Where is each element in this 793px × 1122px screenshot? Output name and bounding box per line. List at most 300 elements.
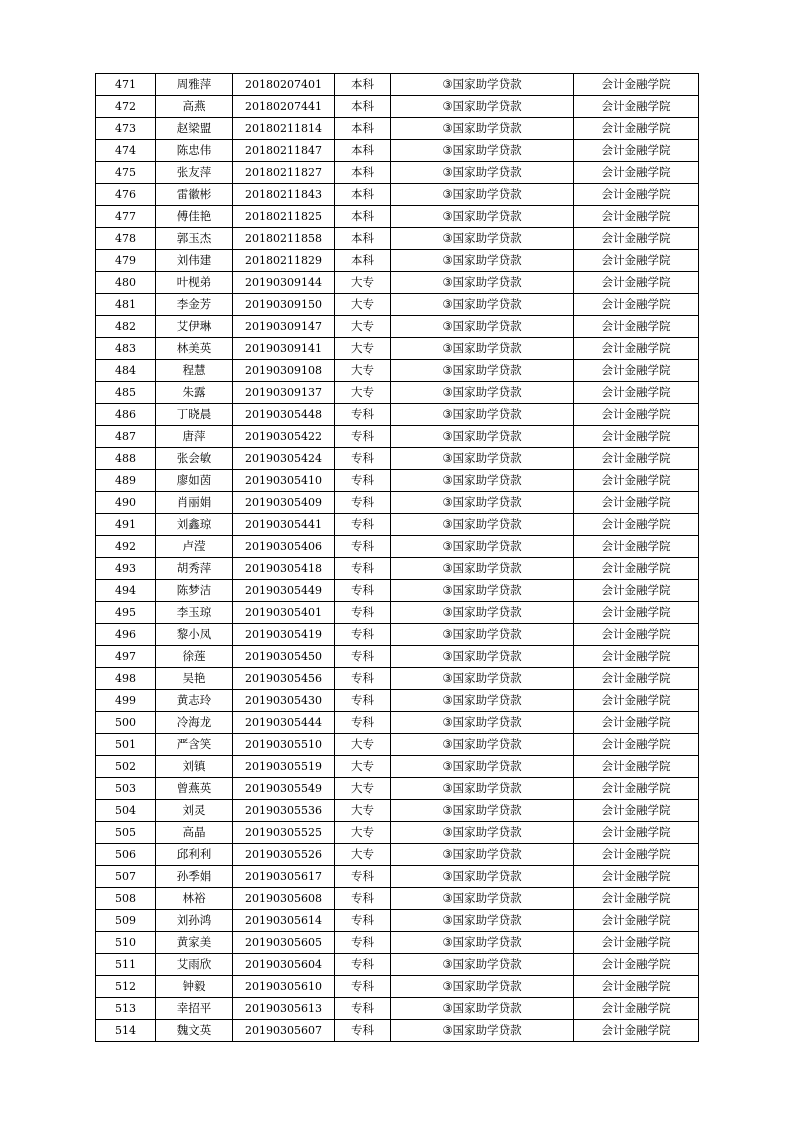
student-id-cell: 20190309150 [233,294,335,316]
college-name-cell: 会计金融学院 [574,228,699,250]
student-name-cell: 高晶 [156,822,233,844]
aid-type-cell: ③国家助学贷款 [391,316,574,338]
student-name-cell: 唐萍 [156,426,233,448]
table-row [96,382,699,404]
college-name-cell: 会计金融学院 [574,162,699,184]
college-name-cell: 会计金融学院 [574,536,699,558]
aid-type-cell: ③国家助学贷款 [391,514,574,536]
education-level-cell: 大专 [335,756,391,778]
student-name-cell: 张友萍 [156,162,233,184]
college-name-cell: 会计金融学院 [574,558,699,580]
student-name-cell: 钟毅 [156,976,233,998]
table-row [96,624,699,646]
row-number-cell: 496 [96,624,156,646]
student-name-cell: 黎小凤 [156,624,233,646]
table-row [96,800,699,822]
table-row [96,646,699,668]
student-id-cell: 20190305549 [233,778,335,800]
row-number-cell: 475 [96,162,156,184]
college-name-cell: 会计金融学院 [574,338,699,360]
student-id-cell: 20190309144 [233,272,335,294]
table-row [96,580,699,602]
aid-type-cell: ③国家助学贷款 [391,668,574,690]
student-id-cell: 20180211847 [233,140,335,162]
aid-type-cell: ③国家助学贷款 [391,162,574,184]
education-level-cell: 大专 [335,382,391,404]
row-number-cell: 511 [96,954,156,976]
student-id-cell: 20180207441 [233,96,335,118]
student-name-cell: 刘伟建 [156,250,233,272]
table-row [96,316,699,338]
student-name-cell: 李金芳 [156,294,233,316]
student-id-cell: 20190305424 [233,448,335,470]
aid-type-cell: ③国家助学贷款 [391,690,574,712]
student-name-cell: 张会敏 [156,448,233,470]
college-name-cell: 会计金融学院 [574,470,699,492]
college-name-cell: 会计金融学院 [574,382,699,404]
row-number-cell: 509 [96,910,156,932]
row-number-cell: 500 [96,712,156,734]
aid-type-cell: ③国家助学贷款 [391,228,574,250]
student-name-cell: 卢滢 [156,536,233,558]
aid-type-cell: ③国家助学贷款 [391,756,574,778]
student-id-cell: 20190305409 [233,492,335,514]
student-name-cell: 艾雨欣 [156,954,233,976]
row-number-cell: 510 [96,932,156,954]
college-name-cell: 会计金融学院 [574,514,699,536]
student-id-cell: 20180207401 [233,74,335,96]
student-id-cell: 20190305519 [233,756,335,778]
row-number-cell: 474 [96,140,156,162]
student-id-cell: 20190305444 [233,712,335,734]
student-name-cell: 林美英 [156,338,233,360]
row-number-cell: 506 [96,844,156,866]
row-number-cell: 499 [96,690,156,712]
table-row [96,756,699,778]
student-id-cell: 20190309141 [233,338,335,360]
education-level-cell: 专科 [335,514,391,536]
student-name-cell: 周雅萍 [156,74,233,96]
student-id-cell: 20190305536 [233,800,335,822]
table-row [96,998,699,1020]
student-id-cell: 20190305614 [233,910,335,932]
college-name-cell: 会计金融学院 [574,756,699,778]
student-name-cell: 陈忠伟 [156,140,233,162]
aid-type-cell: ③国家助学贷款 [391,382,574,404]
row-number-cell: 487 [96,426,156,448]
education-level-cell: 专科 [335,712,391,734]
aid-type-cell: ③国家助学贷款 [391,558,574,580]
student-name-cell: 叶枧弟 [156,272,233,294]
education-level-cell: 大专 [335,822,391,844]
education-level-cell: 大专 [335,778,391,800]
student-id-cell: 20190305418 [233,558,335,580]
college-name-cell: 会计金融学院 [574,272,699,294]
education-level-cell: 本科 [335,250,391,272]
student-name-cell: 程慧 [156,360,233,382]
college-name-cell: 会计金融学院 [574,602,699,624]
row-number-cell: 490 [96,492,156,514]
row-number-cell: 477 [96,206,156,228]
education-level-cell: 大专 [335,316,391,338]
row-number-cell: 476 [96,184,156,206]
education-level-cell: 专科 [335,668,391,690]
aid-type-cell: ③国家助学贷款 [391,250,574,272]
row-number-cell: 483 [96,338,156,360]
student-name-cell: 刘灵 [156,800,233,822]
row-number-cell: 492 [96,536,156,558]
college-name-cell: 会计金融学院 [574,822,699,844]
student-name-cell: 严含笑 [156,734,233,756]
college-name-cell: 会计金融学院 [574,624,699,646]
table-row [96,558,699,580]
student-id-cell: 20190305450 [233,646,335,668]
student-id-cell: 20190305449 [233,580,335,602]
table-row [96,360,699,382]
student-id-cell: 20180211858 [233,228,335,250]
table-row [96,602,699,624]
row-number-cell: 491 [96,514,156,536]
aid-type-cell: ③国家助学贷款 [391,294,574,316]
aid-type-cell: ③国家助学贷款 [391,932,574,954]
education-level-cell: 专科 [335,954,391,976]
education-level-cell: 专科 [335,690,391,712]
student-id-cell: 20190305406 [233,536,335,558]
college-name-cell: 会计金融学院 [574,74,699,96]
aid-type-cell: ③国家助学贷款 [391,184,574,206]
row-number-cell: 501 [96,734,156,756]
row-number-cell: 513 [96,998,156,1020]
education-level-cell: 专科 [335,426,391,448]
row-number-cell: 504 [96,800,156,822]
aid-type-cell: ③国家助学贷款 [391,360,574,382]
student-name-cell: 黄家美 [156,932,233,954]
education-level-cell: 专科 [335,448,391,470]
student-name-cell: 朱露 [156,382,233,404]
aid-type-cell: ③国家助学贷款 [391,734,574,756]
student-name-cell: 高燕 [156,96,233,118]
student-name-cell: 孙季娟 [156,866,233,888]
education-level-cell: 大专 [335,734,391,756]
college-name-cell: 会计金融学院 [574,426,699,448]
student-name-cell: 刘孙鸿 [156,910,233,932]
table-row [96,118,699,140]
student-name-cell: 刘镇 [156,756,233,778]
aid-type-cell: ③国家助学贷款 [391,74,574,96]
table-row [96,888,699,910]
table-row [96,140,699,162]
student-id-cell: 20190305441 [233,514,335,536]
table-row [96,162,699,184]
table-row [96,822,699,844]
education-level-cell: 专科 [335,888,391,910]
table-row [96,426,699,448]
student-id-cell: 20190309108 [233,360,335,382]
college-name-cell: 会计金融学院 [574,668,699,690]
aid-type-cell: ③国家助学贷款 [391,712,574,734]
college-name-cell: 会计金融学院 [574,976,699,998]
student-id-cell: 20180211814 [233,118,335,140]
college-name-cell: 会计金融学院 [574,866,699,888]
education-level-cell: 本科 [335,74,391,96]
education-level-cell: 本科 [335,228,391,250]
student-id-cell: 20190305448 [233,404,335,426]
education-level-cell: 大专 [335,272,391,294]
student-name-cell: 曾燕英 [156,778,233,800]
student-name-cell: 吴艳 [156,668,233,690]
table-row [96,228,699,250]
student-id-cell: 20180211843 [233,184,335,206]
student-id-cell: 20180211827 [233,162,335,184]
row-number-cell: 488 [96,448,156,470]
student-id-cell: 20190305604 [233,954,335,976]
education-level-cell: 专科 [335,492,391,514]
row-number-cell: 507 [96,866,156,888]
education-level-cell: 大专 [335,360,391,382]
college-name-cell: 会计金融学院 [574,888,699,910]
aid-type-cell: ③国家助学贷款 [391,140,574,162]
aid-type-cell: ③国家助学贷款 [391,800,574,822]
table-row [96,734,699,756]
aid-type-cell: ③国家助学贷款 [391,580,574,602]
student-name-cell: 赵梁盟 [156,118,233,140]
table-row [96,492,699,514]
college-name-cell: 会计金融学院 [574,778,699,800]
table-row [96,338,699,360]
row-number-cell: 479 [96,250,156,272]
aid-type-cell: ③国家助学贷款 [391,536,574,558]
student-id-cell: 20190305613 [233,998,335,1020]
education-level-cell: 专科 [335,976,391,998]
student-name-cell: 魏文英 [156,1020,233,1042]
college-name-cell: 会计金融学院 [574,954,699,976]
education-level-cell: 专科 [335,470,391,492]
college-name-cell: 会计金融学院 [574,404,699,426]
student-id-cell: 20190305422 [233,426,335,448]
college-name-cell: 会计金融学院 [574,690,699,712]
education-level-cell: 本科 [335,184,391,206]
table-row [96,96,699,118]
aid-type-cell: ③国家助学贷款 [391,954,574,976]
row-number-cell: 512 [96,976,156,998]
row-number-cell: 503 [96,778,156,800]
college-name-cell: 会计金融学院 [574,96,699,118]
education-level-cell: 本科 [335,118,391,140]
education-level-cell: 专科 [335,910,391,932]
table-row [96,866,699,888]
table-row [96,404,699,426]
table-row [96,470,699,492]
aid-type-cell: ③国家助学贷款 [391,976,574,998]
student-name-cell: 徐莲 [156,646,233,668]
student-name-cell: 幸招平 [156,998,233,1020]
student-id-cell: 20190305525 [233,822,335,844]
college-name-cell: 会计金融学院 [574,140,699,162]
student-name-cell: 廖如茵 [156,470,233,492]
aid-type-cell: ③国家助学贷款 [391,866,574,888]
college-name-cell: 会计金融学院 [574,932,699,954]
student-name-cell: 冷海龙 [156,712,233,734]
education-level-cell: 专科 [335,646,391,668]
education-level-cell: 大专 [335,294,391,316]
row-number-cell: 505 [96,822,156,844]
aid-type-cell: ③国家助学贷款 [391,404,574,426]
student-name-cell: 胡秀萍 [156,558,233,580]
aid-type-cell: ③国家助学贷款 [391,1020,574,1042]
table-body [96,74,699,1042]
student-id-cell: 20190305605 [233,932,335,954]
student-name-cell: 郭玉杰 [156,228,233,250]
education-level-cell: 专科 [335,404,391,426]
student-id-cell: 20190305419 [233,624,335,646]
table-row [96,954,699,976]
education-level-cell: 专科 [335,558,391,580]
education-level-cell: 专科 [335,602,391,624]
table-row [96,250,699,272]
table-row [96,184,699,206]
row-number-cell: 485 [96,382,156,404]
student-id-cell: 20190305456 [233,668,335,690]
education-level-cell: 专科 [335,932,391,954]
table-row [96,976,699,998]
aid-type-cell: ③国家助学贷款 [391,206,574,228]
student-name-cell: 刘鑫琼 [156,514,233,536]
student-id-cell: 20190305401 [233,602,335,624]
table-row [96,272,699,294]
student-name-cell: 傅佳艳 [156,206,233,228]
college-name-cell: 会计金融学院 [574,580,699,602]
table-row [96,932,699,954]
aid-type-cell: ③国家助学贷款 [391,602,574,624]
aid-type-cell: ③国家助学贷款 [391,118,574,140]
aid-type-cell: ③国家助学贷款 [391,492,574,514]
table-row [96,778,699,800]
row-number-cell: 478 [96,228,156,250]
row-number-cell: 489 [96,470,156,492]
education-level-cell: 专科 [335,536,391,558]
student-id-cell: 20190309147 [233,316,335,338]
aid-type-cell: ③国家助学贷款 [391,338,574,360]
college-name-cell: 会计金融学院 [574,712,699,734]
table-row [96,206,699,228]
row-number-cell: 472 [96,96,156,118]
aid-type-cell: ③国家助学贷款 [391,624,574,646]
student-name-cell: 艾伊琳 [156,316,233,338]
aid-type-cell: ③国家助学贷款 [391,822,574,844]
student-name-cell: 邱利利 [156,844,233,866]
student-id-cell: 20190305617 [233,866,335,888]
student-name-cell: 陈梦洁 [156,580,233,602]
aid-type-cell: ③国家助学贷款 [391,96,574,118]
table-row [96,514,699,536]
education-level-cell: 专科 [335,580,391,602]
college-name-cell: 会计金融学院 [574,448,699,470]
college-name-cell: 会计金融学院 [574,316,699,338]
aid-type-cell: ③国家助学贷款 [391,470,574,492]
aid-type-cell: ③国家助学贷款 [391,646,574,668]
student-name-cell: 丁晓晨 [156,404,233,426]
table-row [96,668,699,690]
college-name-cell: 会计金融学院 [574,184,699,206]
student-name-cell: 李玉琼 [156,602,233,624]
row-number-cell: 481 [96,294,156,316]
aid-type-cell: ③国家助学贷款 [391,426,574,448]
education-level-cell: 专科 [335,1020,391,1042]
education-level-cell: 专科 [335,866,391,888]
education-level-cell: 大专 [335,844,391,866]
student-name-cell: 林裕 [156,888,233,910]
student-id-cell: 20190305608 [233,888,335,910]
student-name-cell: 雷徽彬 [156,184,233,206]
table-row [96,712,699,734]
table-row [96,844,699,866]
student-id-cell: 20190305410 [233,470,335,492]
college-name-cell: 会计金融学院 [574,250,699,272]
college-name-cell: 会计金融学院 [574,1020,699,1042]
row-number-cell: 498 [96,668,156,690]
aid-type-cell: ③国家助学贷款 [391,448,574,470]
college-name-cell: 会计金融学院 [574,294,699,316]
aid-type-cell: ③国家助学贷款 [391,844,574,866]
education-level-cell: 本科 [335,162,391,184]
table-row [96,910,699,932]
student-id-cell: 20190305526 [233,844,335,866]
table-row [96,536,699,558]
college-name-cell: 会计金融学院 [574,800,699,822]
aid-type-cell: ③国家助学贷款 [391,888,574,910]
college-name-cell: 会计金融学院 [574,118,699,140]
college-name-cell: 会计金融学院 [574,844,699,866]
row-number-cell: 482 [96,316,156,338]
education-level-cell: 大专 [335,338,391,360]
education-level-cell: 本科 [335,140,391,162]
aid-type-cell: ③国家助学贷款 [391,272,574,294]
table-row [96,74,699,96]
table-row [96,294,699,316]
education-level-cell: 本科 [335,206,391,228]
student-id-cell: 20190305610 [233,976,335,998]
student-id-cell: 20180211825 [233,206,335,228]
education-level-cell: 专科 [335,998,391,1020]
student-id-cell: 20180211829 [233,250,335,272]
row-number-cell: 493 [96,558,156,580]
college-name-cell: 会计金融学院 [574,734,699,756]
row-number-cell: 497 [96,646,156,668]
college-name-cell: 会计金融学院 [574,998,699,1020]
row-number-cell: 495 [96,602,156,624]
row-number-cell: 480 [96,272,156,294]
table-row [96,690,699,712]
education-level-cell: 本科 [335,96,391,118]
college-name-cell: 会计金融学院 [574,206,699,228]
row-number-cell: 471 [96,74,156,96]
row-number-cell: 502 [96,756,156,778]
student-id-cell: 20190305607 [233,1020,335,1042]
row-number-cell: 494 [96,580,156,602]
college-name-cell: 会计金融学院 [574,492,699,514]
student-id-cell: 20190305430 [233,690,335,712]
education-level-cell: 大专 [335,800,391,822]
college-name-cell: 会计金融学院 [574,360,699,382]
aid-type-cell: ③国家助学贷款 [391,998,574,1020]
student-aid-table [95,73,699,1042]
education-level-cell: 专科 [335,624,391,646]
table-row [96,1020,699,1042]
aid-type-cell: ③国家助学贷款 [391,910,574,932]
college-name-cell: 会计金融学院 [574,910,699,932]
student-id-cell: 20190305510 [233,734,335,756]
student-name-cell: 肖丽娟 [156,492,233,514]
